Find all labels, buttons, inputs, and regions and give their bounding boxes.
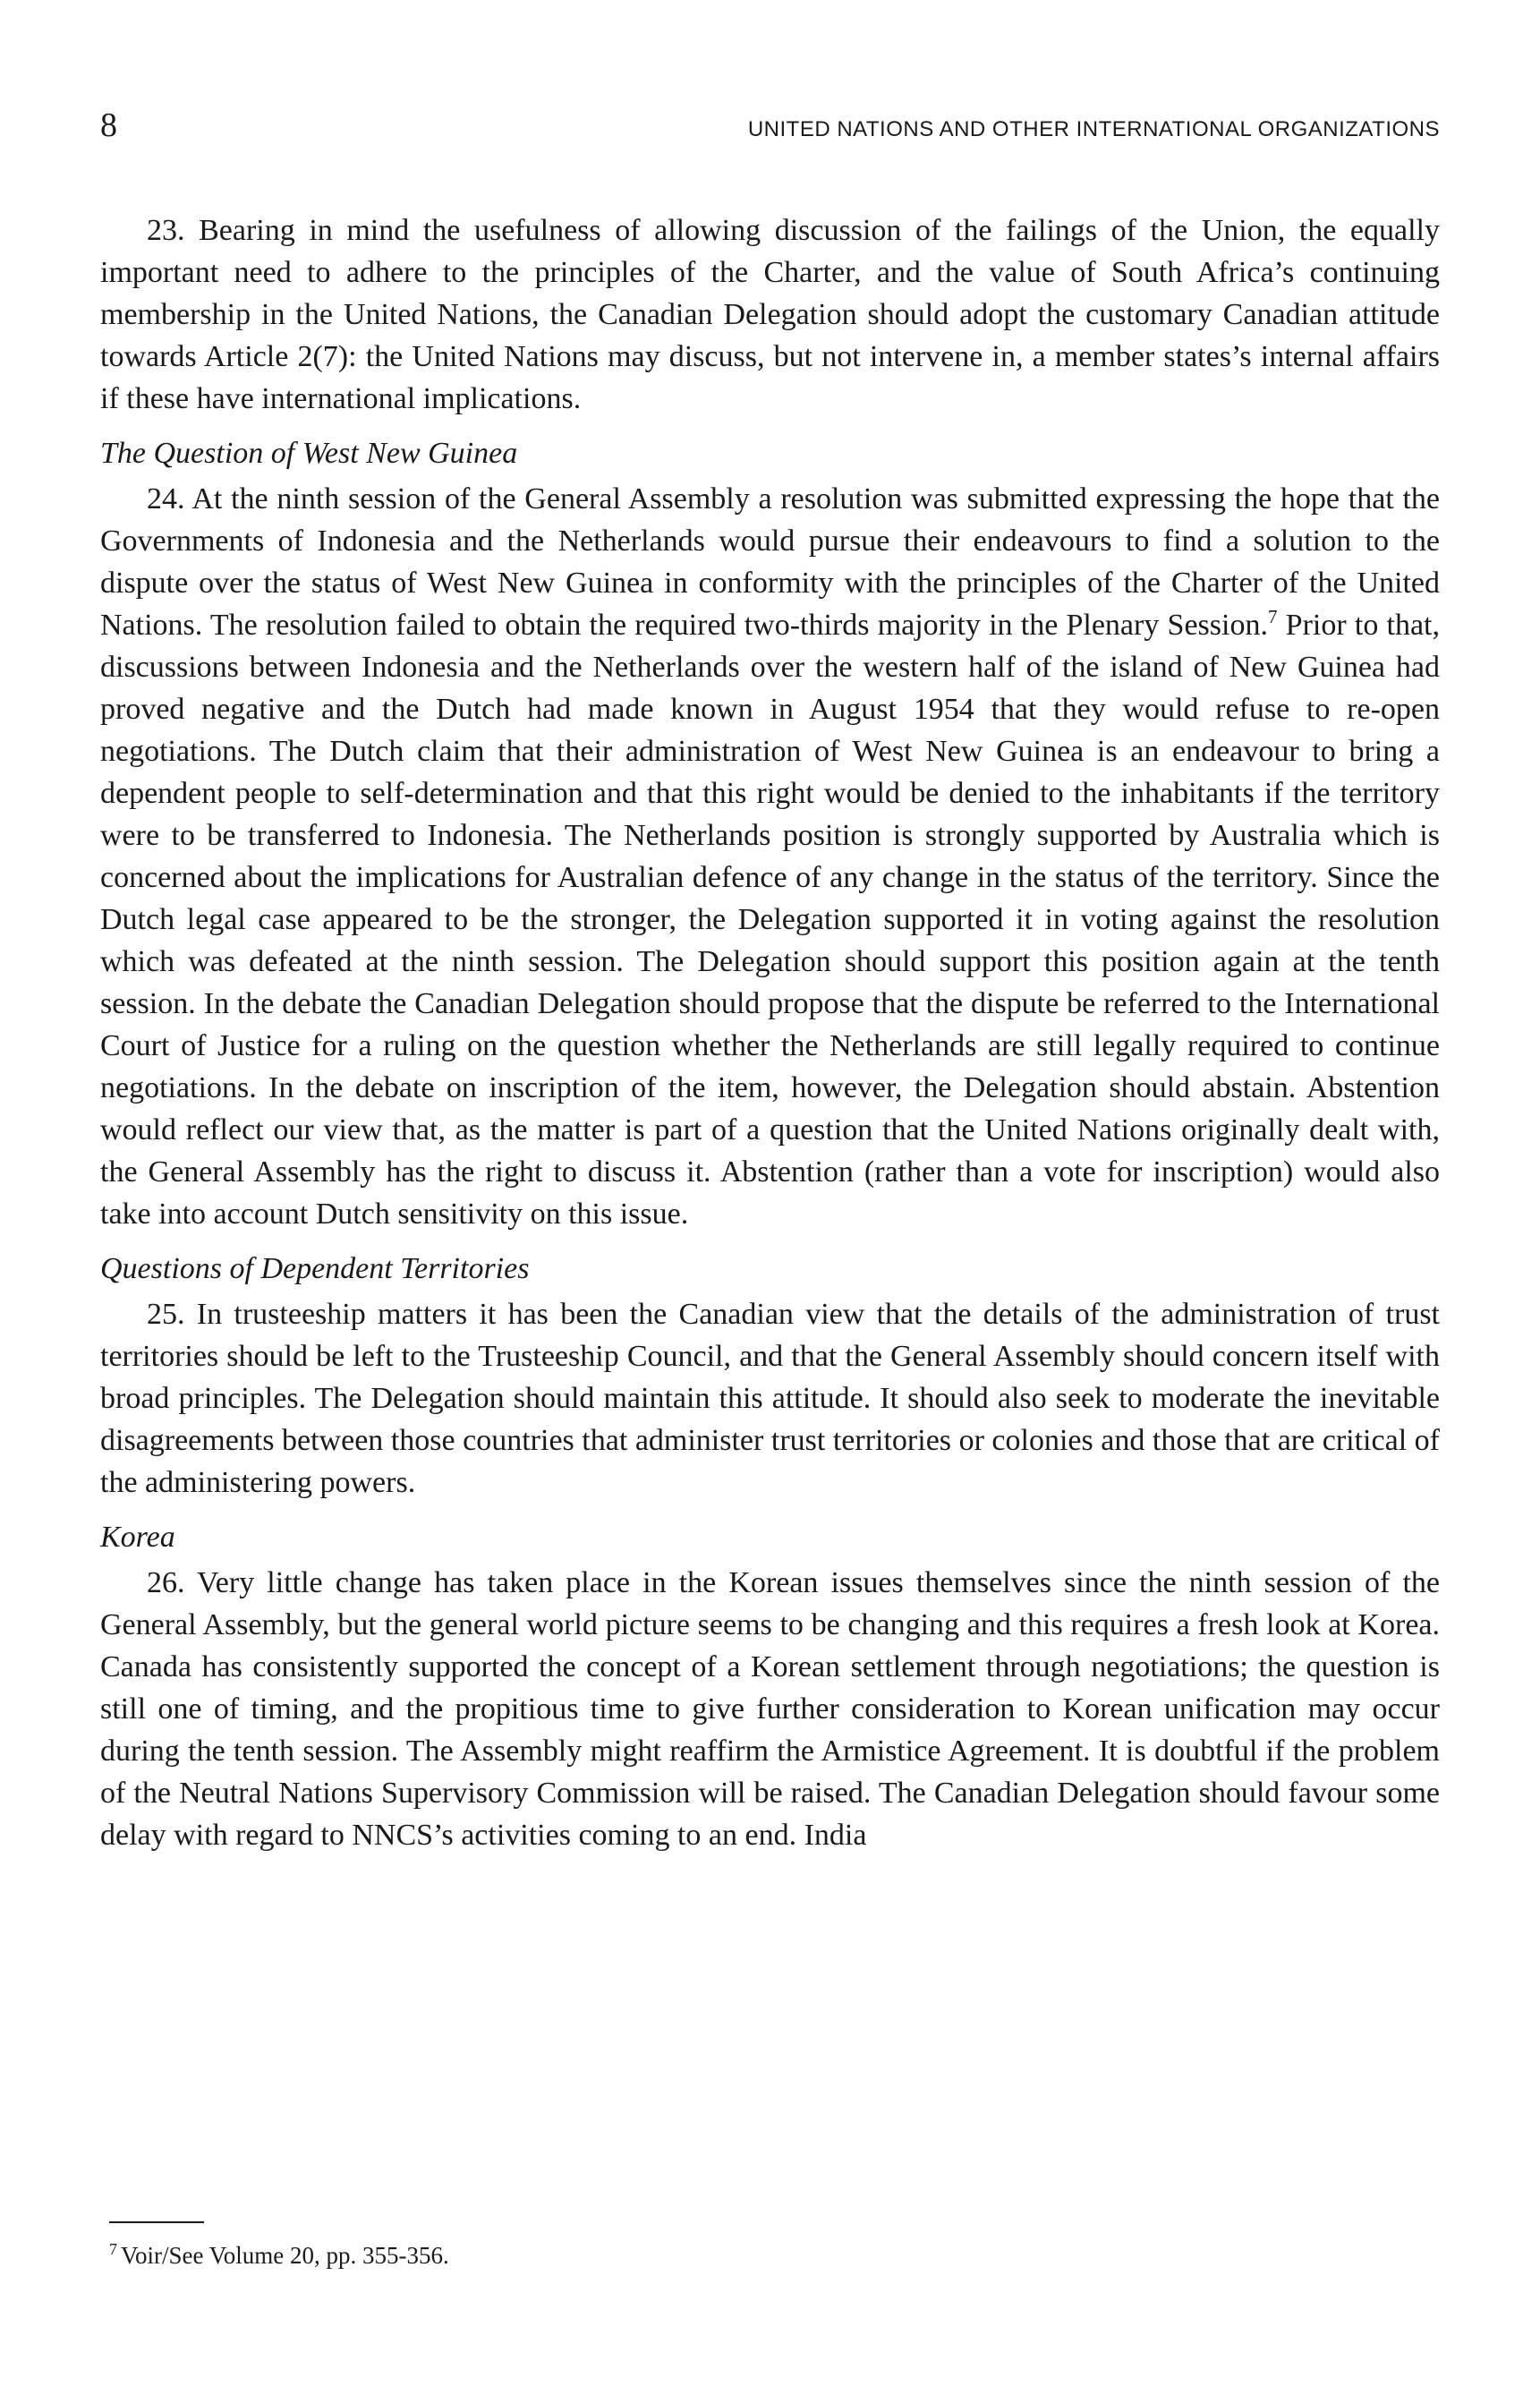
running-head — [100, 106, 1440, 159]
footnote-reference-7[interactable]: 7 — [1267, 606, 1278, 627]
page-number: 8 — [100, 107, 117, 144]
footnote-rule — [109, 2221, 204, 2223]
heading-korea: Korea — [100, 1521, 175, 1554]
paragraph-23: 23. Bearing in mind the usefulness of allowing discussion of the failings of the Union, the equally important need to adhere to the principles of the Charter, and the value of South Africa’s continuing membership in the United Nations, the Canadian Delegation should adopt the customary Canadian attitude towards Article 2(7): the United Nations may discuss, but not intervene in, a member states’s internal affairs if these have international implications. — [100, 214, 1440, 415]
footnote-7 — [109, 2239, 1440, 2271]
running-title: UNITED NATIONS AND OTHER INTERNATIONAL ORGANIZATIONS — [747, 117, 1440, 141]
heading-west-new-guinea: The Question of West New Guinea — [100, 437, 518, 470]
paragraph-24 — [100, 478, 1440, 1235]
heading-dependent-territories: Questions of Dependent Territories — [100, 1252, 530, 1285]
footnote-marker: 7 — [109, 2240, 117, 2258]
footnotes — [100, 2221, 1440, 2271]
document-page — [100, 106, 1440, 1856]
paragraph-24-part-2: Prior to that, discussions between Indonesia and the Netherlands over the western half of the island of New Guinea had proved negative and the Dutch had made known in August 1954 that they would refuse to re-open negotiations. The Dutch claim that their administration of West New Guinea is an endeavour to bring a dependent people to self-determination and that this right would be denied to the inhabitants if the territory were to be transferred to Indonesia. The Netherlands position is strongly supported by Australia which is concerned about the implications for Australian defence of any change in the status of the territory. Since the Dutch legal case appeared to be the stronger, the Delegation supported it in voting against the resolution which was defeated at the ninth session. The Delegation should support this position again at the tenth session. In the debate the Canadian Delegation should propose that the dispute be referred to the International Court of Justice for a ruling on the question whether the Netherlands are still legally required to continue negotiations. In the debate on inscription of the item, however, the Delegation should abstain. Abstention would reflect our view that, as the matter is part of a question that the United Nations originally dealt with, the General Assembly has the right to discuss it. Abstention (rather than a vote for inscription) would also take into account Dutch sensitivity on this issue. — [100, 609, 1440, 1231]
paragraph-24-part-1: 24. At the ninth session of the General Assembly a resolution was submitted expressing the hope that the Governments of Indonesia and the Netherlands would pursue their endeavours to find a solution to the dispute over the status of West New Guinea in conformity with the principles of the Charter of the United Nations. The resolution failed to obtain the required two-thirds majority in the Plenary Session. — [100, 482, 1440, 642]
paragraph-26: 26. Very little change has taken place in the Korean issues themselves since the ninth session of the General Assembly, but the general world picture seems to be changing and this requires a fresh look at Korea. Canada has consistently supported the concept of a Korean settlement through negotiations; the question is still one of timing, and the propitious time to give further consideration to Korean unification may occur during the tenth session. The Assembly might reaffirm the Armistice Agreement. It is doubtful if the problem of the Neutral Nations Supervisory Commission will be raised. The Canadian Delegation should favour some delay with regard to NNCS’s activities coming to an end. India — [100, 1566, 1440, 1852]
footnote-text: Voir/See Volume 20, pp. 355-356. — [121, 2242, 449, 2269]
paragraph-25: 25. In trusteeship matters it has been the Canadian view that the details of the administration of trust territories should be left to the Trusteeship Council, and that the General Assembly should concern itself with broad principles. The Delegation should maintain this attitude. It should also seek to moderate the inevitable disagreements between those countries that administer trust territories or colonies and those that are critical of the administering powers. — [100, 1298, 1440, 1499]
body-text — [100, 209, 1440, 1856]
